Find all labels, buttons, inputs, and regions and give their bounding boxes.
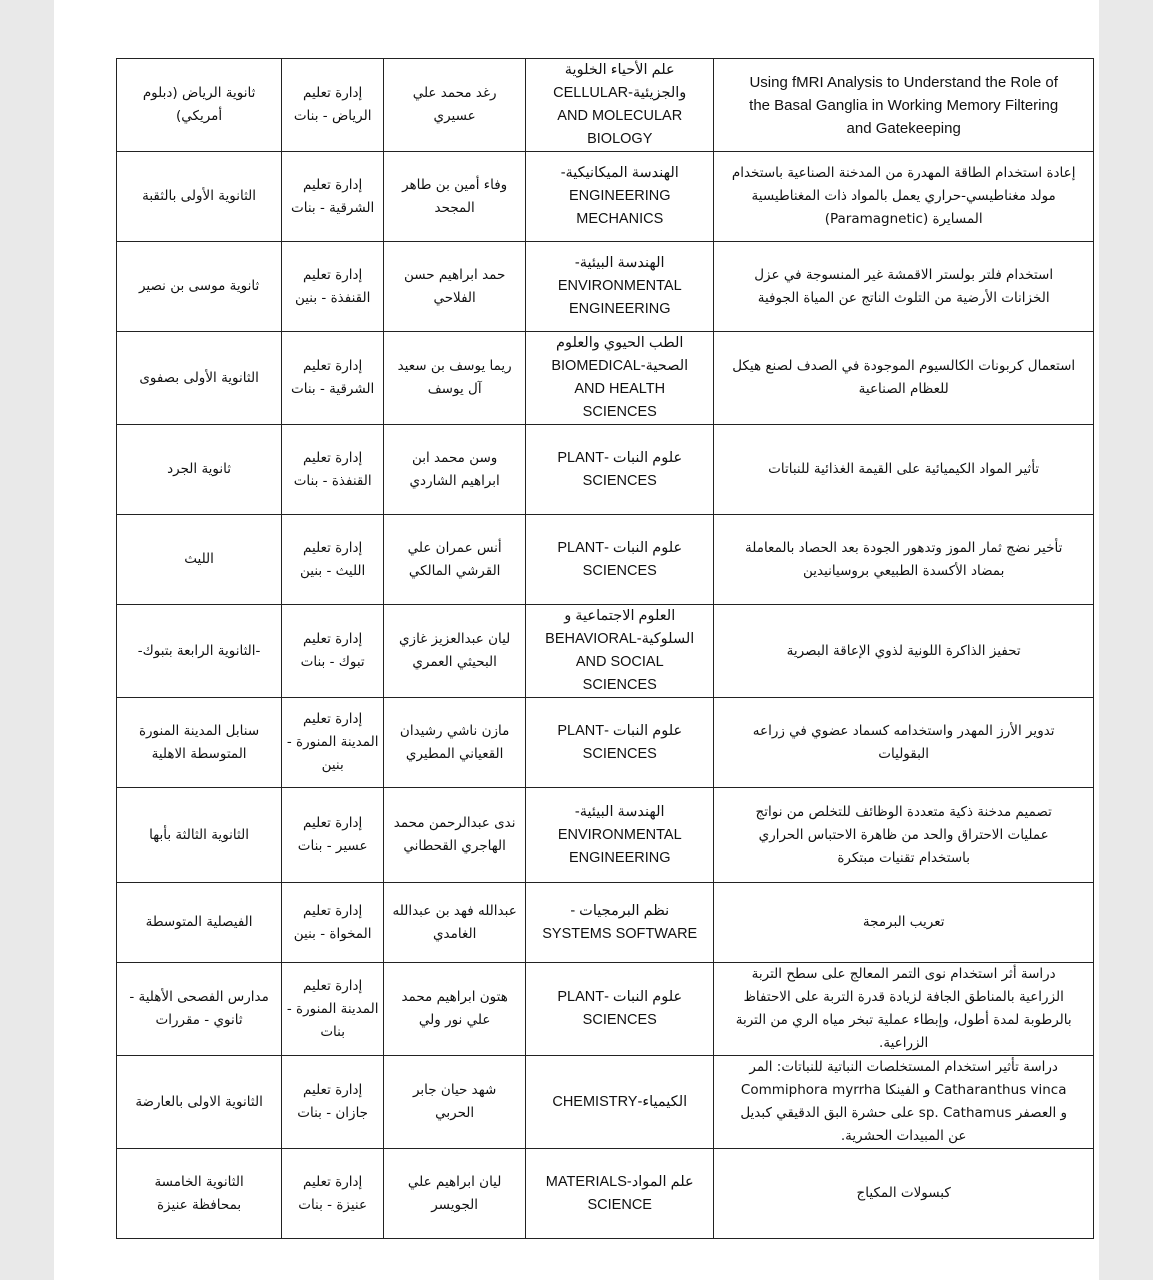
student-name-line: ليان عبدالعزيز غازي <box>398 631 511 647</box>
student-name-line: الغامدي <box>432 925 477 942</box>
school-cell <box>117 1149 282 1239</box>
field-cell <box>526 242 714 332</box>
field-line: علوم النبات -PLANT <box>557 989 683 1005</box>
project-title-line: المسايرة (Paramagnetic) <box>824 211 983 227</box>
field-line: نظم البرمجيات - <box>570 902 670 919</box>
table-row <box>117 788 1094 883</box>
student-name-line: القعياني المطيري <box>405 745 504 762</box>
project-title-line: و العصفر sp. Cathamus على حشرة البق الدقيقي كبديل <box>740 1105 1068 1121</box>
field-line: MECHANICS <box>576 211 664 227</box>
field-line: ENVIRONMENTAL <box>557 826 682 843</box>
student-name-line: عسيري <box>433 108 476 124</box>
project-title-line: بالرطوبة لمدة أطول، وإبطاء عملية تبخر مياه الري من التربة <box>735 1012 1072 1028</box>
education-admin-line: إدارة تعليم <box>303 631 363 647</box>
education-admin-cell <box>282 59 384 152</box>
school-cell <box>117 963 282 1056</box>
school-cell <box>117 698 282 788</box>
student-name-line: الفلاحي <box>433 289 476 306</box>
student-name-line: رغد محمد علي <box>412 85 497 101</box>
field-cell <box>526 883 714 963</box>
table-row <box>117 515 1094 605</box>
field-cell <box>526 425 714 515</box>
student-name-cell <box>384 425 526 515</box>
table-row <box>117 242 1094 332</box>
field-line: الهندسة البيئية- <box>574 803 665 820</box>
school-line: -الثانوية الرابعة بتبوك- <box>137 642 261 659</box>
education-admin-line: إدارة تعليم <box>303 358 363 374</box>
field-line: SCIENCE <box>587 1196 652 1213</box>
school-line: الفيصلية المتوسطة <box>145 914 253 930</box>
education-admin-cell <box>282 605 384 698</box>
student-name-line: ابراهيم الشاردي <box>409 472 500 489</box>
field-line: SCIENCES <box>582 1012 657 1028</box>
school-cell <box>117 152 282 242</box>
education-admin-line: إدارة تعليم <box>303 977 363 994</box>
education-admin-cell <box>282 883 384 963</box>
education-admin-line: إدارة تعليم <box>303 85 363 101</box>
education-admin-cell <box>282 152 384 242</box>
field-line: ENVIRONMENTAL <box>557 278 682 294</box>
field-cell <box>526 152 714 242</box>
student-name-line: القرشي المالكي <box>408 562 501 579</box>
field-cell <box>526 698 714 788</box>
project-title-line: باستخدام تقنيات مبتكرة <box>837 849 971 866</box>
project-title-line: كبسولات المكياج <box>856 1185 951 1201</box>
field-line: SCIENCES <box>582 404 657 420</box>
field-cell <box>526 788 714 883</box>
table-row <box>117 883 1094 963</box>
field-line: AND MOLECULAR <box>557 108 683 124</box>
student-name-line: المجحد <box>434 199 475 216</box>
field-line: SCIENCES <box>582 472 657 489</box>
project-title-cell <box>714 788 1094 883</box>
education-admin-line: المدينة المنورة - <box>286 1000 379 1017</box>
student-name-cell <box>384 963 526 1056</box>
projects-table-body <box>117 59 1094 1239</box>
student-name-cell <box>384 242 526 332</box>
student-name-line: وفاء أمين بن طاهر <box>402 176 508 193</box>
project-title-line: دراسة تأثير استخدام المستخلصات النباتية للنباتات: المر <box>749 1059 1058 1075</box>
school-line: أمريكي) <box>175 108 223 124</box>
field-line: علوم النبات -PLANT <box>557 722 683 739</box>
field-line: علوم النبات -PLANT <box>557 539 683 556</box>
table-row <box>117 59 1094 152</box>
field-line: والجزيئية-CELLULAR <box>553 85 687 101</box>
education-admin-line: إدارة تعليم <box>303 815 363 831</box>
school-line: الثانوية الثالثة بأبها <box>149 826 249 843</box>
school-line: سنابل المدينة المنورة <box>138 722 260 739</box>
student-name-line: آل يوسف <box>427 381 482 397</box>
project-title-line: Using fMRI Analysis to Understand the Role of <box>749 73 1058 91</box>
table-row <box>117 605 1094 698</box>
field-line: الهندسة البيئية- <box>574 255 665 271</box>
education-admin-line: تبوك - بنات <box>300 654 365 670</box>
student-name-cell <box>384 59 526 152</box>
school-line: المتوسطة الاهلية <box>151 745 247 762</box>
student-name-cell <box>384 605 526 698</box>
student-name-line: ليان ابراهيم علي <box>407 1173 502 1190</box>
education-admin-line: إدارة تعليم <box>303 266 363 283</box>
school-line: مدارس الفصحى الأهلية - <box>129 989 269 1005</box>
student-name-cell <box>384 788 526 883</box>
school-line: الليث <box>184 551 214 567</box>
education-admin-line: جازان - بنات <box>297 1105 369 1121</box>
project-title-line: الزراعية بالمناطق الجافة لزيادة قدرة التربة على الاحتفاظ <box>743 989 1064 1005</box>
project-title-line: الخزانات الأرضية من التلوث الناتج عن المياة الجوفية <box>757 289 1050 306</box>
education-admin-line: الشرقية - بنات <box>291 199 375 216</box>
school-cell <box>117 883 282 963</box>
project-title-line: تدوير الأرز المهدر واستخدامه كسماد عضوي في زراعه <box>752 722 1055 739</box>
school-cell <box>117 515 282 605</box>
project-title-cell <box>714 515 1094 605</box>
education-admin-cell <box>282 425 384 515</box>
school-cell <box>117 1056 282 1149</box>
school-line: ثانوية الجرد <box>167 461 232 477</box>
school-cell <box>117 242 282 332</box>
student-name-cell <box>384 332 526 425</box>
student-name-cell <box>384 152 526 242</box>
school-cell <box>117 788 282 883</box>
education-admin-cell <box>282 963 384 1056</box>
table-row <box>117 698 1094 788</box>
document-page <box>54 0 1099 1280</box>
project-title-line: تصميم مدخنة ذكية متعددة الوظائف للتخلص من نواتج <box>755 803 1052 820</box>
education-admin-line: عنيزة - بنات <box>298 1196 368 1213</box>
student-name-line: أنس عمران علي <box>407 539 502 556</box>
school-line: الثانوية الخامسة <box>154 1173 244 1190</box>
field-line: علم المواد-MATERIALS <box>545 1173 694 1190</box>
project-title-cell <box>714 605 1094 698</box>
project-title-cell <box>714 698 1094 788</box>
project-title-cell <box>714 1056 1094 1149</box>
school-line: الثانوية الأولى بصفوى <box>139 369 259 386</box>
field-cell <box>526 59 714 152</box>
project-title-line: الزراعية. <box>879 1035 929 1051</box>
project-title-cell <box>714 963 1094 1056</box>
education-admin-line: القنفذة - بنات <box>293 472 372 489</box>
student-name-cell <box>384 515 526 605</box>
education-admin-line: الليث - بنين <box>300 562 366 579</box>
education-admin-line: إدارة تعليم <box>303 902 363 919</box>
student-name-line: البحيثي العمري <box>412 654 497 670</box>
field-line: ENGINEERING <box>568 301 671 317</box>
school-line: ثانوية الرياض (دبلوم <box>142 85 256 101</box>
student-name-line: ندى عبدالرحمن محمد <box>393 815 516 831</box>
field-cell <box>526 515 714 605</box>
project-title-line: تأثير المواد الكيميائية على القيمة الغذائية للنباتات <box>768 461 1040 477</box>
student-name-line: حمد ابراهيم حسن <box>403 266 506 283</box>
project-title-cell <box>714 883 1094 963</box>
table-row <box>117 963 1094 1056</box>
student-name-cell <box>384 883 526 963</box>
student-name-line: هتون ابراهيم محمد <box>401 989 508 1005</box>
school-line: ثانوية موسى بن نصير <box>138 278 260 294</box>
student-name-line: الجويسر <box>431 1196 479 1213</box>
project-title-cell <box>714 242 1094 332</box>
project-title-line: للعظام الصناعية <box>858 381 949 397</box>
student-name-line: شهد حيان جابر <box>412 1082 497 1098</box>
student-name-line: مازن ناشي رشيدان <box>399 722 510 739</box>
school-cell <box>117 605 282 698</box>
school-cell <box>117 59 282 152</box>
field-cell <box>526 1056 714 1149</box>
field-line: SCIENCES <box>582 745 657 762</box>
field-line: AND SOCIAL <box>575 654 664 670</box>
school-line: الثانوية الأولى بالثقبة <box>142 188 257 204</box>
field-line: الكيمياء-CHEMISTRY <box>552 1093 688 1110</box>
education-admin-line: الشرقية - بنات <box>291 381 375 397</box>
table-row <box>117 1056 1094 1149</box>
project-title-cell <box>714 425 1094 515</box>
education-admin-line: عسير - بنات <box>297 838 368 854</box>
education-admin-line: إدارة تعليم <box>303 539 363 556</box>
education-admin-line: المدينة المنورة - <box>286 734 379 750</box>
project-title-line: استخدام فلتر بولستر الاقمشة غير المنسوجة في عزل <box>754 266 1054 283</box>
student-name-cell <box>384 1056 526 1149</box>
education-admin-line: إدارة تعليم <box>303 1082 363 1098</box>
project-title-line: البقوليات <box>878 745 930 762</box>
student-name-line: عبدالله فهد بن عبدالله <box>392 902 517 919</box>
field-line: العلوم الاجتماعية و <box>564 608 676 624</box>
school-cell <box>117 332 282 425</box>
project-title-cell <box>714 332 1094 425</box>
table-row <box>117 1149 1094 1239</box>
education-admin-line: بنات <box>320 1023 345 1040</box>
field-cell <box>526 605 714 698</box>
education-admin-line: إدارة تعليم <box>303 449 363 466</box>
school-line: ثانوي - مقررات <box>155 1012 243 1028</box>
field-line: SYSTEMS SOFTWARE <box>542 925 698 942</box>
education-admin-cell <box>282 515 384 605</box>
field-line: الصحية-BIOMEDICAL <box>551 358 689 374</box>
project-title-cell <box>714 59 1094 152</box>
field-cell <box>526 1149 714 1239</box>
project-title-line: تعريب البرمجة <box>862 914 945 930</box>
school-cell <box>117 425 282 515</box>
project-title-line: عن المبيدات الحشرية. <box>840 1128 967 1144</box>
student-name-cell <box>384 698 526 788</box>
projects-table <box>116 58 1094 1239</box>
education-admin-line: بنين <box>321 757 344 773</box>
education-admin-line: إدارة تعليم <box>303 176 363 193</box>
education-admin-cell <box>282 242 384 332</box>
project-title-line: استعمال كربونات الكالسيوم الموجودة في الصدف لصنع هيكل <box>732 358 1076 374</box>
student-name-line: ريما يوسف بن سعيد <box>397 358 512 374</box>
field-line: علم الأحياء الخلوية <box>564 62 675 78</box>
field-line: BIOLOGY <box>587 131 653 147</box>
project-title-line: Commiphora myrrha و الفينكا Catharanthus vinca <box>740 1082 1067 1098</box>
student-name-line: وسن محمد ابن <box>411 449 498 466</box>
table-row <box>117 332 1094 425</box>
school-line: بمحافظة عنيزة <box>156 1196 242 1213</box>
school-line: الثانوية الاولى بالعارضة <box>135 1093 263 1110</box>
project-title-cell <box>714 152 1094 242</box>
field-line: ENGINEERING <box>568 188 671 204</box>
field-cell <box>526 332 714 425</box>
field-line: الطب الحيوي والعلوم <box>556 335 684 351</box>
field-line: ENGINEERING <box>568 849 671 866</box>
education-admin-cell <box>282 1149 384 1239</box>
field-line: علوم النبات -PLANT <box>557 449 683 466</box>
project-title-line: تحفيز الذاكرة اللونية لذوي الإعاقة البصرية <box>786 642 1021 659</box>
project-title-line: the Basal Ganglia in Working Memory Filtering <box>749 96 1059 114</box>
field-line: الهندسة الميكانيكية- <box>560 165 679 181</box>
field-line: SCIENCES <box>582 562 657 579</box>
education-admin-line: الرياض - بنات <box>293 108 372 124</box>
education-admin-line: إدارة تعليم <box>303 711 363 727</box>
education-admin-line: القنفذة - بنين <box>294 289 371 306</box>
education-admin-cell <box>282 332 384 425</box>
project-title-line: and Gatekeeping <box>846 119 961 137</box>
field-line: SCIENCES <box>582 677 657 693</box>
student-name-line: علي نور ولي <box>418 1012 491 1028</box>
project-title-line: إعادة استخدام الطاقة المهدرة من المدخنة الصناعية باستخدام <box>731 165 1076 181</box>
field-line: السلوكية-BEHAVIORAL <box>545 631 695 647</box>
student-name-line: الهاجري القحطاني <box>403 838 506 854</box>
student-name-cell <box>384 1149 526 1239</box>
education-admin-line: إدارة تعليم <box>303 1173 363 1190</box>
table-row <box>117 425 1094 515</box>
education-admin-cell <box>282 1056 384 1149</box>
project-title-line: تأخير نضج ثمار الموز وتدهور الجودة بعد الحصاد بالمعاملة <box>745 539 1063 556</box>
project-title-cell <box>714 1149 1094 1239</box>
student-name-line: الحربي <box>435 1105 475 1121</box>
education-admin-line: المخواة - بنين <box>293 925 372 942</box>
education-admin-cell <box>282 788 384 883</box>
field-line: AND HEALTH <box>574 381 666 397</box>
education-admin-cell <box>282 698 384 788</box>
field-cell <box>526 963 714 1056</box>
project-title-line: عمليات الاحتراق والحد من ظاهرة الاحتباس الحراري <box>758 826 1049 843</box>
project-title-line: بمضاد الأكسدة الطبيعي بروسيانيدين <box>802 562 1005 579</box>
project-title-line: دراسة أثر استخدام نوى التمر المعالج على سطح التربة <box>751 966 1056 982</box>
project-title-line: مولد مغناطيسي-حراري يعمل بالمواد ذات المغناطيسية <box>751 188 1056 204</box>
table-row <box>117 152 1094 242</box>
